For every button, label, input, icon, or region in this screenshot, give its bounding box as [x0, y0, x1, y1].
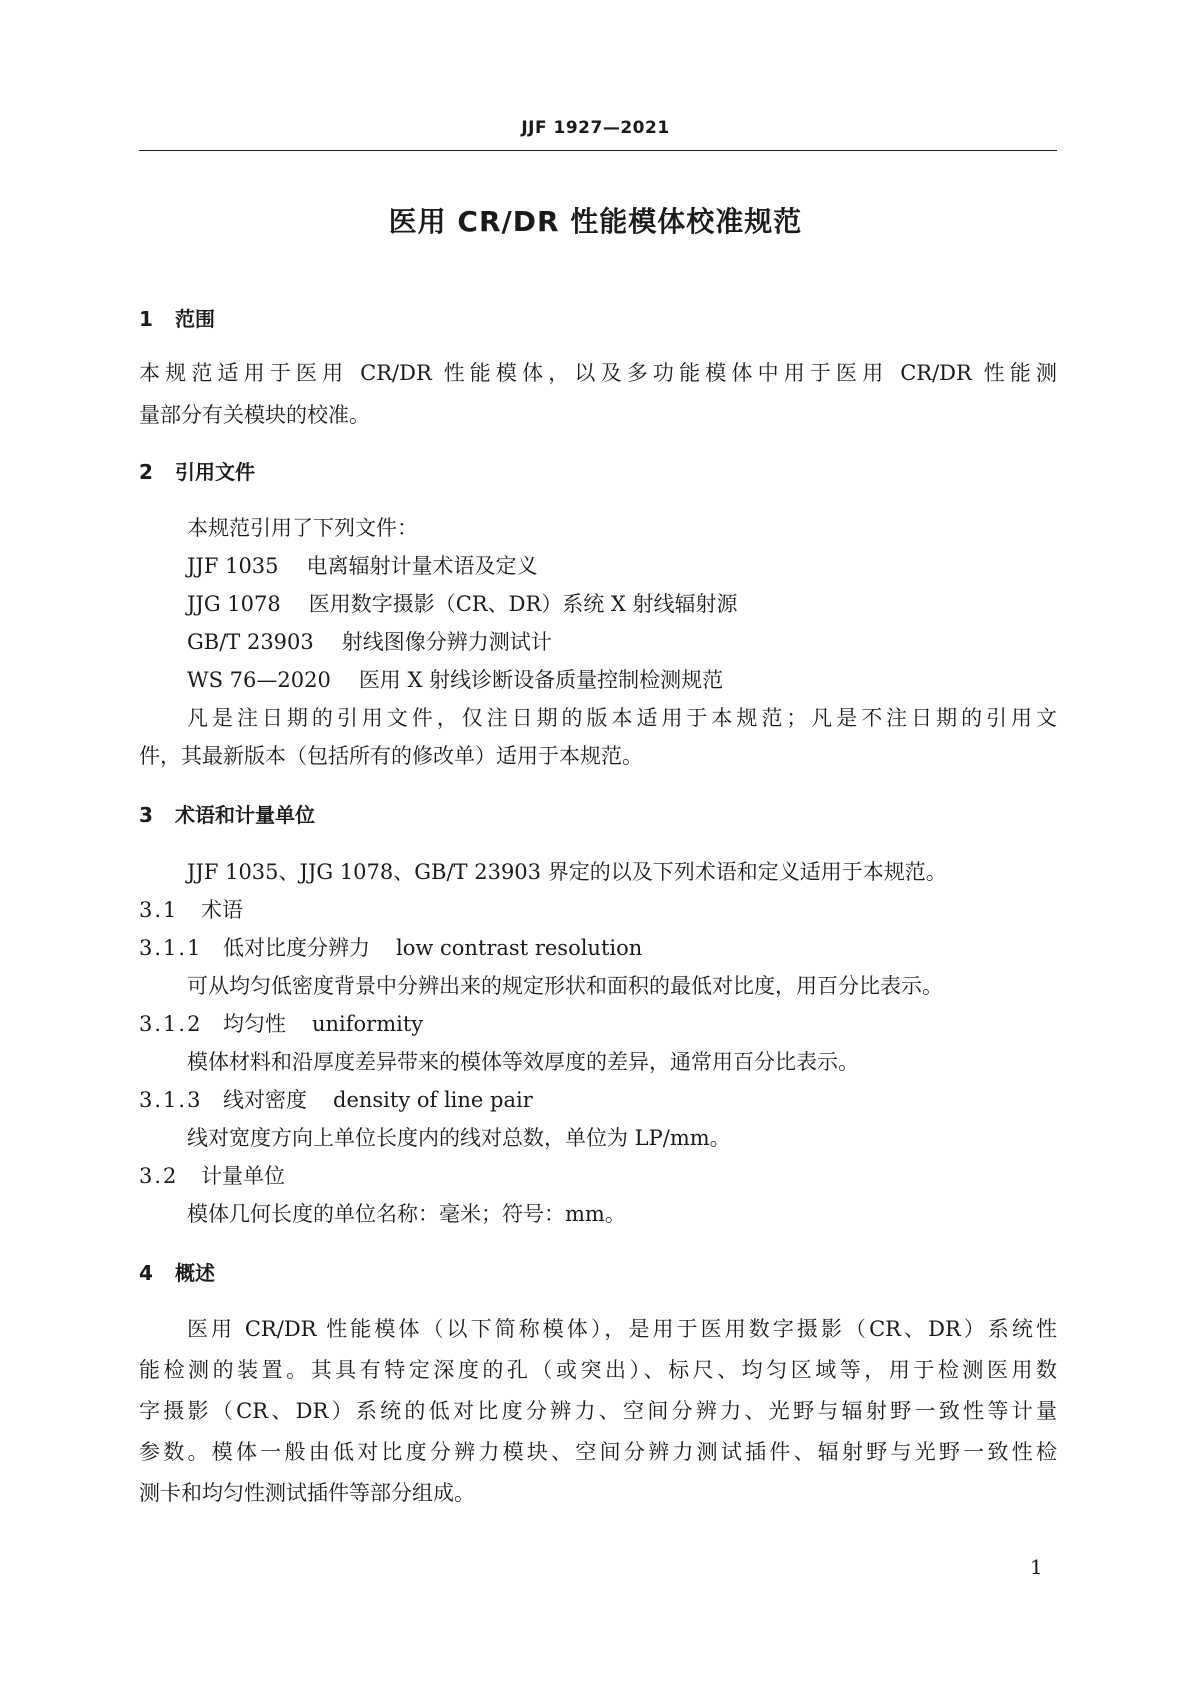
- section-title: 术语和计量单位: [175, 803, 315, 827]
- reference-title: 医用 X 射线诊断设备质量控制检测规范: [358, 668, 724, 692]
- term-entry: [139, 932, 642, 962]
- paragraph-line: 参数。模体一般由低对比度分辨力模块、空间分辨力测试插件、辐射野与光野一致性检: [139, 1440, 1057, 1464]
- section-3-heading: [139, 799, 315, 828]
- section-4-heading: [139, 1257, 215, 1286]
- running-header: JJF 1927—2021: [521, 118, 670, 138]
- paragraph-line: 件，其最新版本（包括所有的修改单）适用于本规范。: [139, 744, 643, 768]
- reference-code: WS 76—2020: [187, 668, 331, 692]
- section-number: 1: [139, 307, 153, 331]
- paragraph-line: 量部分有关模块的校准。: [139, 403, 370, 427]
- paragraph-line: 本规范适用于医用 CR/DR 性能模体，以及多功能模体中用于医用 CR/DR 性能测: [139, 361, 1057, 385]
- reference-title: 电离辐射计量术语及定义: [306, 554, 538, 578]
- term-english: uniformity: [312, 1012, 424, 1036]
- paragraph-line: 医用 CR/DR 性能模体（以下简称模体），是用于医用数字摄影（CR、DR）系统性: [187, 1317, 1057, 1341]
- section-title: 概述: [175, 1261, 215, 1285]
- section-title: 引用文件: [175, 460, 255, 484]
- section-number: 4: [139, 1261, 153, 1285]
- term-number: 3.1.3: [139, 1088, 203, 1112]
- paragraph-line: 能检测的装置。其具有特定深度的孔（或突出）、标尺、均匀区域等，用于检测医用数: [139, 1358, 1057, 1382]
- section-number: 3: [139, 803, 153, 827]
- paragraph-line: 模体几何长度的单位名称：毫米；符号：mm。: [187, 1202, 626, 1226]
- paragraph-line: 本规范引用了下列文件：: [187, 516, 418, 540]
- subsection-3-2: [139, 1160, 285, 1190]
- section-title: 范围: [175, 307, 215, 331]
- paragraph-line: 字摄影（CR、DR）系统的低对比度分辨力、空间分辨力、光野与辐射野一致性等计量: [139, 1399, 1057, 1423]
- term-chinese: 低对比度分辨力: [223, 936, 370, 960]
- term-number: 3.1.2: [139, 1012, 203, 1036]
- subsection-number: 3.2: [139, 1164, 179, 1188]
- paragraph-line: 测卡和均匀性测试插件等部分组成。: [139, 1481, 475, 1505]
- page-number: 1: [1030, 1555, 1043, 1579]
- paragraph-line: JJF 1035、JJG 1078、GB/T 23903 界定的以及下列术语和定义适用于本规范。: [187, 860, 947, 884]
- reference-title: 射线图像分辨力测试计: [341, 630, 552, 654]
- reference-item: [187, 626, 552, 656]
- term-english: density of line pair: [333, 1088, 533, 1112]
- reference-item: [187, 550, 538, 580]
- reference-title: 医用数字摄影（CR、DR）系统 X 射线辐射源: [308, 592, 738, 616]
- document-title: 医用 CR/DR 性能模体校准规范: [388, 205, 803, 238]
- subsection-3-1: [139, 894, 243, 924]
- term-chinese: 均匀性: [223, 1012, 286, 1036]
- reference-code: JJF 1035: [187, 554, 279, 578]
- reference-code: GB/T 23903: [187, 630, 314, 654]
- paragraph-line: 凡是注日期的引用文件，仅注日期的版本适用于本规范；凡是不注日期的引用文: [187, 706, 1057, 730]
- term-definition: 模体材料和沿厚度差异带来的模体等效厚度的差异，通常用百分比表示。: [187, 1050, 859, 1074]
- reference-item: [187, 588, 738, 618]
- section-1-heading: [139, 303, 215, 332]
- reference-item: [187, 664, 723, 694]
- term-number: 3.1.1: [139, 936, 203, 960]
- section-number: 2: [139, 460, 153, 484]
- subsection-number: 3.1: [139, 898, 179, 922]
- term-definition: 可从均匀低密度背景中分辨出来的规定形状和面积的最低对比度，用百分比表示。: [187, 974, 943, 998]
- term-definition: 线对宽度方向上单位长度内的线对总数，单位为 LP/mm。: [187, 1126, 731, 1150]
- subsection-title: 计量单位: [201, 1164, 285, 1188]
- term-chinese: 线对密度: [223, 1088, 307, 1112]
- term-english: low contrast resolution: [396, 936, 643, 960]
- header-rule: [139, 150, 1057, 151]
- subsection-title: 术语: [201, 898, 243, 922]
- section-2-heading: [139, 456, 255, 485]
- term-entry: [139, 1008, 423, 1038]
- term-entry: [139, 1084, 533, 1114]
- reference-code: JJG 1078: [187, 592, 281, 616]
